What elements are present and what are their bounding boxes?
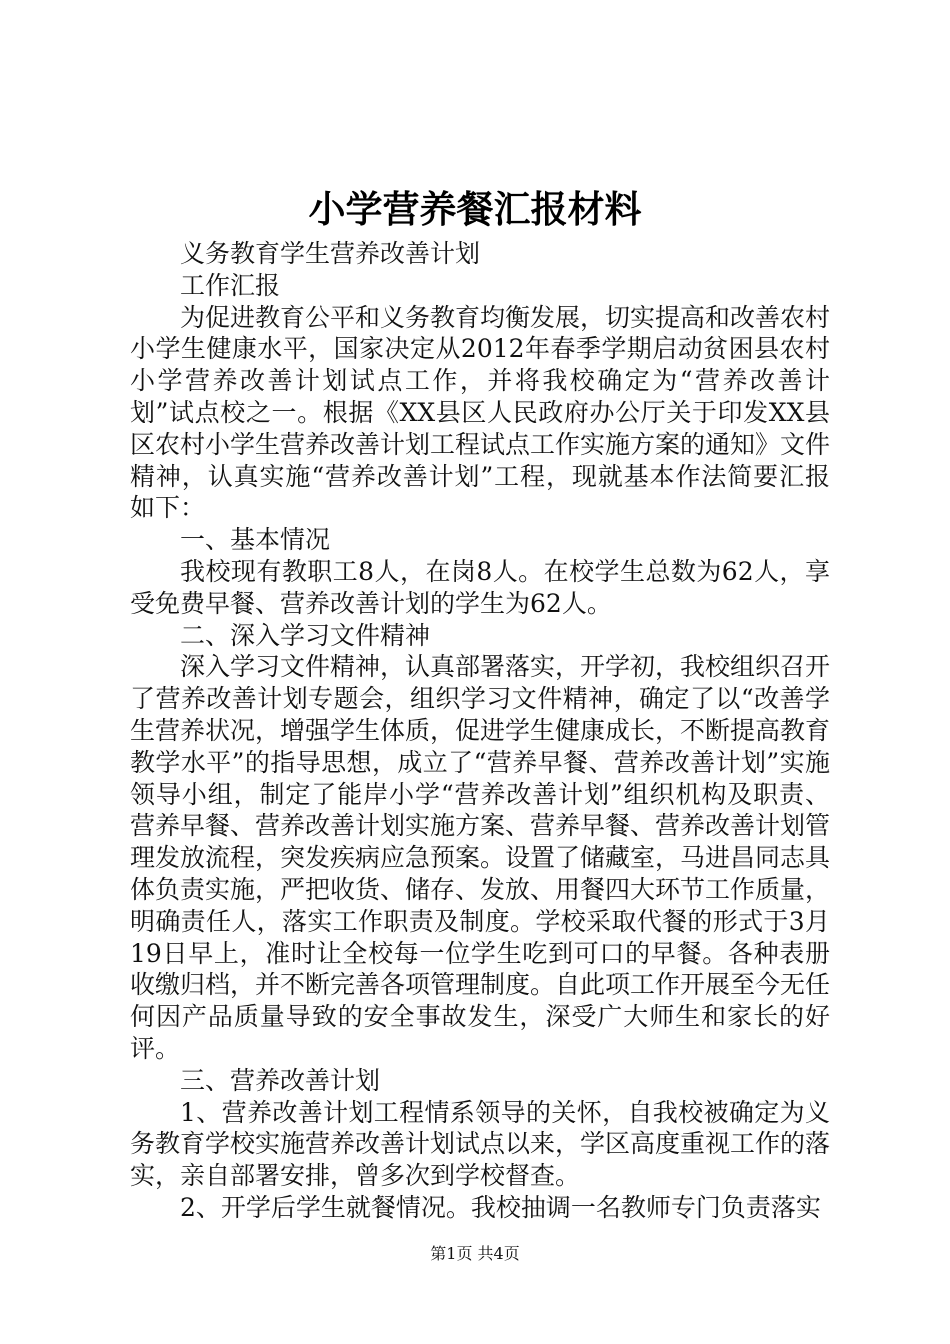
paragraph-basic-info: 我校现有教职工8人，在岗8人。在校学生总数为62人，享受免费早餐、营养改善计划的学生为62人。 (130, 556, 830, 618)
section-heading-nutrition-plan: 三、营养改善计划 (180, 1065, 381, 1095)
paragraph-nutrition-plan-2: 2、开学后学生就餐情况。我校抽调一名教师专门负责落实 (180, 1192, 821, 1222)
page-number-footer: 第1页 共4页 (430, 1244, 520, 1263)
paragraph-subtitle: 义务教育学生营养改善计划 (180, 239, 481, 268)
paragraph-intro: 为促进教育公平和义务教育均衡发展，切实提高和改善农村小学生健康水平，国家决定从2012年春季学期启动贫困县农村小学营养改善计划试点工作，并将我校确定为“营养改善计划”试点校之一。根据《XX县区人民政府办公厅关于印发XX县区农村小学生营养改善计划工程试点工作实施方案的通知》文件精神，认真实施“营养改善计划”工程，现就基本作法简要汇报如下： (130, 302, 831, 523)
paragraph-report-label: 工作汇报 (180, 270, 281, 300)
paragraph-study-documents: 深入学习文件精神，认真部署落实，开学初，我校组织召开了营养改善计划专题会，组织学习文件精神，确定了以“改善学生营养状况，增强学生体质，促进学生健康成长，不断提高教育教学水平”的指导思想，成立了“营养早餐、营养改善计划”实施领导小组，制定了能岸小学“营养改善计划”组织机构及职责、营养早餐、营养改善计划实施方案、营养早餐、营养改善计划管理发放流程，突发疾病应急预案。设置了储藏室，马进昌同志具体负责实施，严把收货、储存、发放、用餐四大环节工作质量，明确责任人，落实工作职责及制度。学校采取代餐的形式于3月19日早上，准时让全校每一位学生吃到可口的早餐。各种表册收缴归档，并不断完善各项管理制度。自此项工作开展至今无任何因产品质量导致的安全事故发生，深受广大师生和家长的好评。 (130, 652, 831, 1063)
section-heading-study-documents: 二、深入学习文件精神 (180, 620, 431, 650)
paragraph-nutrition-plan-1: 1、营养改善计划工程情系领导的关怀，自我校被确定为义务教育学校实施营养改善计划试点以来，学区高度重视工作的落实，亲自部署安排，曾多次到学校督查。 (130, 1097, 831, 1191)
document-title: 小学营养餐汇报材料 (308, 187, 642, 231)
document-body (130, 238, 830, 1224)
section-heading-basic-info: 一、基本情况 (180, 525, 331, 555)
